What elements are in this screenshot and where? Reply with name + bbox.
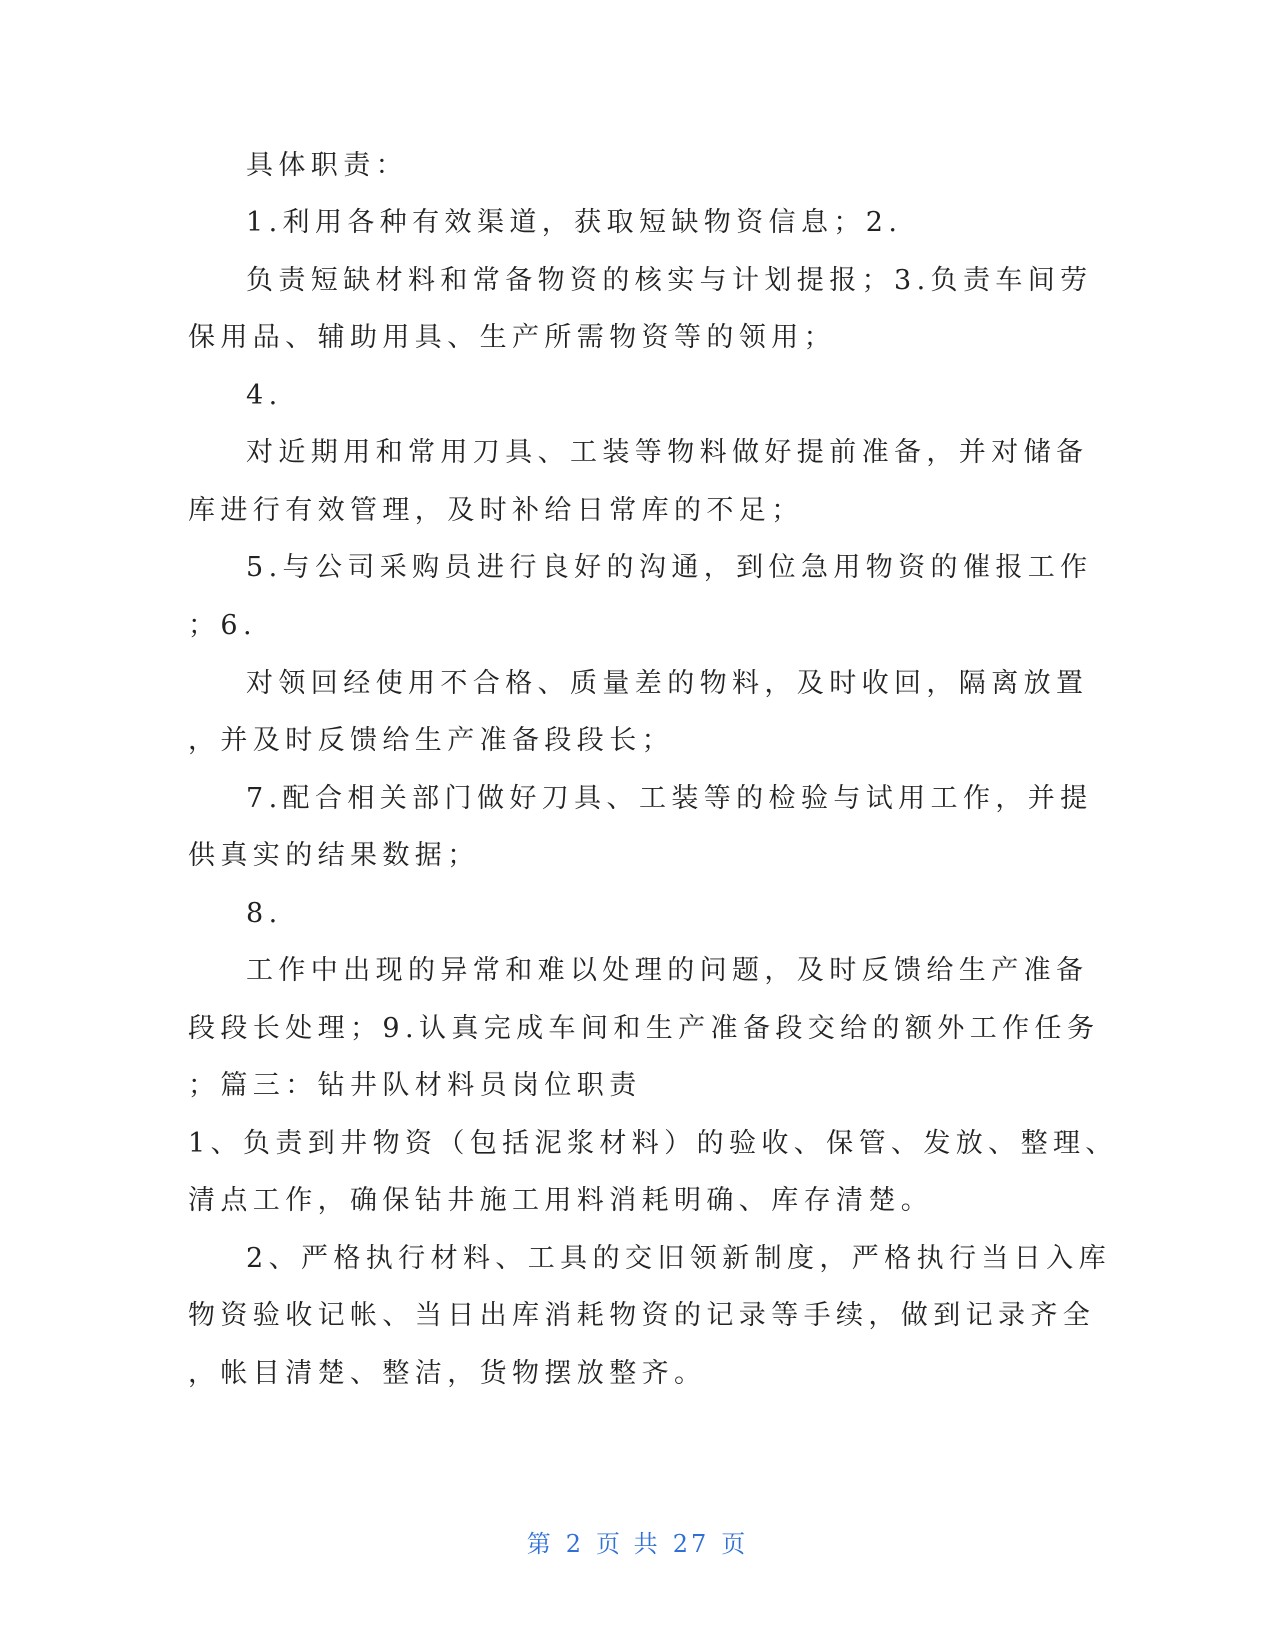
footer-suffix: 页 [721,1530,749,1558]
text-line: 负责短缺材料和常备物资的核实与计划提报；3.负责车间劳 [246,265,1093,296]
text-line: 段段长处理；9.认真完成车间和生产准备段交给的额外工作任务 [188,1013,1100,1044]
text-line: 5.与公司采购员进行良好的沟通，到位急用物资的催报工作 [246,552,1093,583]
text-line: 8. [246,898,283,929]
footer-prefix: 第 [526,1530,554,1558]
text-line: 对近期用和常用刀具、工装等物料做好提前准备，并对储备 [246,437,1089,468]
page-footer [0,1526,1275,1562]
text-line: ；6. [188,610,257,641]
text-line: ，并及时反馈给生产准备段段长； [188,725,674,756]
text-line: 供真实的结果数据； [188,840,480,871]
section-title-line: ；篇三：钻井队材料员岗位职责 [188,1070,642,1101]
text-line: 7.配合相关部门做好刀具、工装等的检验与试用工作，并提 [246,783,1093,814]
current-page-number: 2 [565,1530,585,1558]
text-line: 1.利用各种有效渠道，获取短缺物资信息；2. [246,207,903,238]
footer-middle: 页 共 [596,1530,661,1558]
total-page-count: 27 [672,1530,710,1558]
section-heading: 具体职责： [246,150,408,181]
text-line: 2、严格执行材料、工具的交旧领新制度，严格执行当日入库 [246,1243,1111,1274]
text-line: 对领回经使用不合格、质量差的物料，及时收回，隔离放置 [246,668,1089,699]
text-line: 4. [246,380,283,411]
text-line: 清点工作，确保钻井施工用料消耗明确、库存清楚。 [188,1185,934,1216]
text-line: 库进行有效管理，及时补给日常库的不足； [188,495,804,526]
text-line: 物资验收记帐、当日出库消耗物资的记录等手续，做到记录齐全 [188,1300,1096,1331]
text-line: 保用品、辅助用具、生产所需物资等的领用； [188,322,836,353]
text-line: 1、负责到井物资（包括泥浆材料）的验收、保管、发放、整理、 [188,1128,1118,1159]
text-line: ，帐目清楚、整洁，货物摆放整齐。 [188,1358,707,1389]
text-line: 工作中出现的异常和难以处理的问题，及时反馈给生产准备 [246,955,1089,986]
